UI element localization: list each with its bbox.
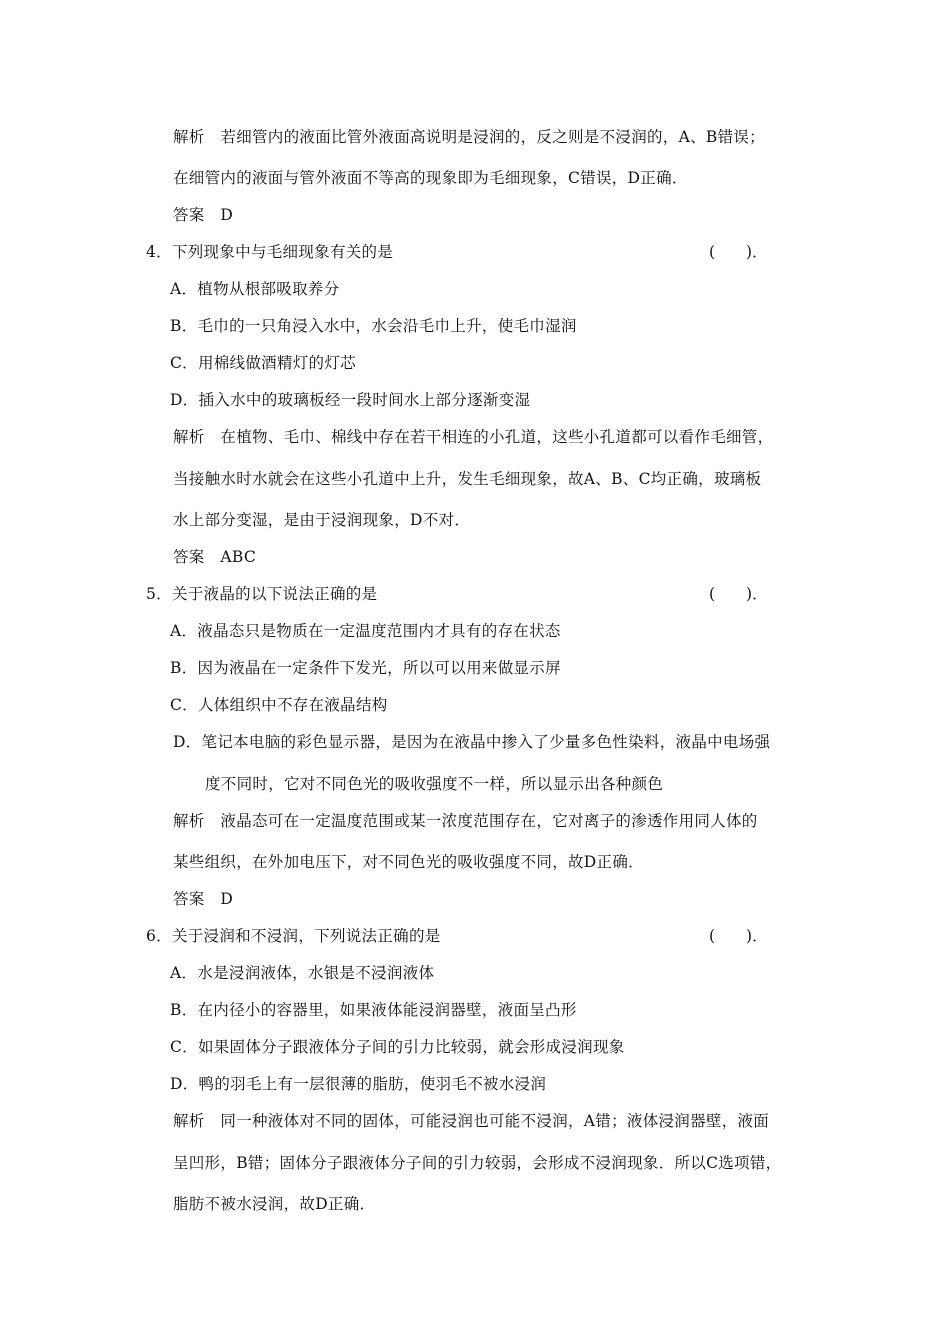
answer-blank-q6: ( )．: [709, 927, 768, 945]
option-5a: A．液晶态只是物质在一定温度范围内才具有的存在状态: [170, 622, 561, 640]
analysis-q4-line3: 水上部分变湿，是由于浸润现象，D不对．: [173, 511, 471, 529]
option-6b: B．在内径小的容器里，如果液体能浸润器壁，液面呈凸形: [170, 1001, 577, 1019]
option-5b: B．因为液晶在一定条件下发光，所以可以用来做显示屏: [170, 659, 561, 677]
analysis-q4-line2: 当接触水时水就会在这些小孔道中上升，发生毛细现象，故A、B、C均正确，玻璃板: [173, 470, 762, 488]
option-4b: B．毛巾的一只角浸入水中，水会沿毛巾上升，使毛巾湿润: [170, 317, 577, 335]
question-4: 4．下列现象中与毛细现象有关的是: [146, 243, 394, 261]
answer-blank-q5: ( )．: [709, 585, 768, 603]
option-6d: D．鸭的羽毛上有一层很薄的脂肪，使羽毛不被水浸润: [170, 1075, 547, 1093]
option-4a: A．植物从根部吸取养分: [170, 280, 340, 298]
analysis-q4-line1: 解析 在植物、毛巾、棉线中存在若干相连的小孔道，这些小孔道都可以看作毛细管，: [173, 428, 774, 446]
answer-q3: 答案 D: [173, 206, 234, 224]
option-6c: C．如果固体分子跟液体分子间的引力比较弱，就会形成浸润现象: [170, 1038, 625, 1056]
analysis-q6-line2: 呈凹形，B错；固体分子跟液体分子间的引力较弱，会形成不浸润现象．所以C选项错，: [173, 1154, 782, 1172]
analysis-q6-line1: 解析 同一种液体对不同的固体，可能浸润也可能不浸润，A错；液体浸润器壁，液面: [173, 1112, 770, 1130]
analysis-q3-line2: 在细管内的液面与管外液面不等高的现象即为毛细现象，C错误，D正确．: [173, 169, 688, 187]
analysis-q5-line2: 某些组织，在外加电压下，对不同色光的吸收强度不同，故D正确．: [173, 853, 644, 871]
question-6: 6．关于浸润和不浸润，下列说法正确的是: [146, 927, 441, 945]
analysis-q5-line1: 解析 液晶态可在一定温度范围或某一浓度范围存在，它对离子的渗透作用同人体的: [173, 812, 758, 830]
option-6a: A．水是浸润液体，水银是不浸润液体: [170, 964, 435, 982]
analysis-q6-line3: 脂肪不被水浸润，故D正确．: [173, 1195, 376, 1213]
option-5d-line1: D．笔记本电脑的彩色显示器，是因为在液晶中掺入了少量多色性染料，液晶中电场强: [173, 733, 771, 751]
option-4d: D．插入水中的玻璃板经一段时间水上部分逐渐变湿: [170, 391, 531, 409]
option-5d-line2: 度不同时，它对不同色光的吸收强度不一样，所以显示出各种颜色: [205, 775, 664, 793]
question-5: 5．关于液晶的以下说法正确的是: [146, 585, 378, 603]
option-5c: C．人体组织中不存在液晶结构: [170, 696, 388, 714]
answer-blank-q4: ( )．: [709, 243, 768, 261]
option-4c: C．用棉线做酒精灯的灯芯: [170, 354, 356, 372]
answer-q4: 答案 ABC: [173, 548, 257, 566]
analysis-q3-line1: 解析 若细管内的液面比管外液面高说明是浸润的，反之则是不浸润的，A、B错误；: [173, 128, 765, 146]
answer-q5: 答案 D: [173, 890, 234, 908]
